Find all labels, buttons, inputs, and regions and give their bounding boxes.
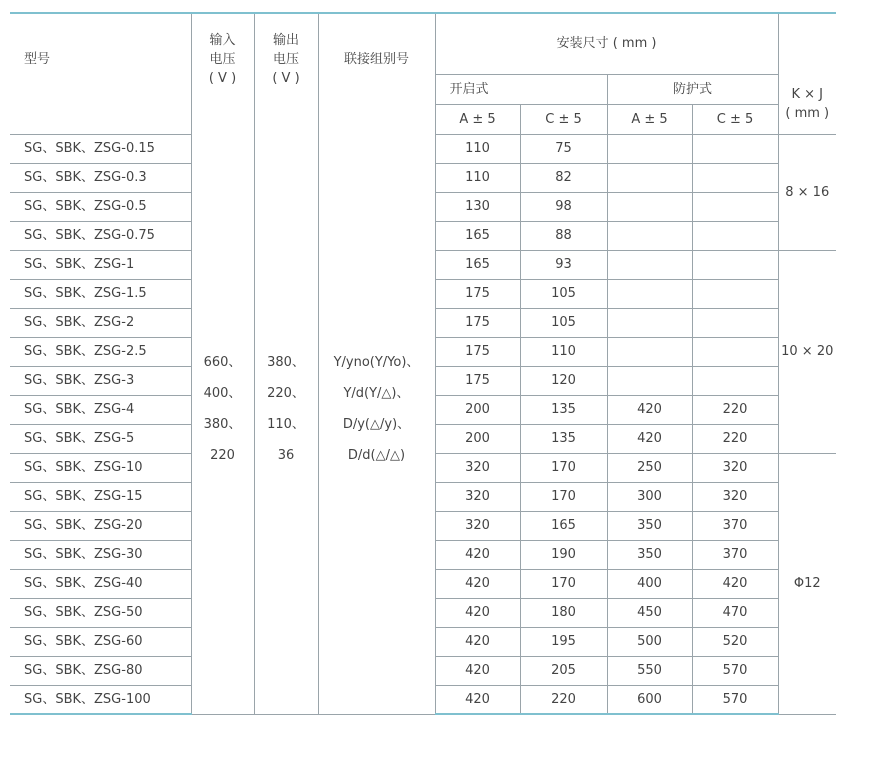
open-c-cell: 75 [520, 134, 607, 163]
input-voltage-value: 220 [210, 447, 235, 463]
header-protected-c: C ± 5 [692, 104, 778, 134]
protected-a-cell [607, 134, 692, 163]
protected-c-cell: 220 [692, 395, 778, 424]
model-cell: SG、SBK、ZSG-5 [10, 424, 191, 453]
open-a-cell: 320 [435, 482, 520, 511]
protected-a-cell: 400 [607, 569, 692, 598]
protected-a-cell: 350 [607, 511, 692, 540]
protected-c-cell: 370 [692, 540, 778, 569]
header-kj-spacer [778, 13, 836, 74]
open-a-cell: 420 [435, 656, 520, 685]
protected-a-cell [607, 192, 692, 221]
model-cell: SG、SBK、ZSG-0.75 [10, 221, 191, 250]
input-voltage-value: 660、 [203, 354, 242, 370]
protected-c-cell [692, 221, 778, 250]
open-c-cell: 170 [520, 569, 607, 598]
header-kj [778, 74, 836, 134]
output-voltage-value: 220、 [267, 385, 305, 401]
open-c-cell: 120 [520, 366, 607, 395]
open-a-cell: 420 [435, 685, 520, 714]
output-voltage-value: 36 [277, 447, 295, 463]
model-cell: SG、SBK、ZSG-40 [10, 569, 191, 598]
protected-c-cell [692, 134, 778, 163]
model-cell: SG、SBK、ZSG-20 [10, 511, 191, 540]
header-open-a: A ± 5 [435, 104, 520, 134]
open-a-cell: 175 [435, 337, 520, 366]
protected-c-cell [692, 250, 778, 279]
model-cell: SG、SBK、ZSG-0.3 [10, 163, 191, 192]
header-open-c: C ± 5 [520, 104, 607, 134]
protected-a-cell [607, 308, 692, 337]
protected-c-cell: 320 [692, 482, 778, 511]
model-cell: SG、SBK、ZSG-0.5 [10, 192, 191, 221]
protected-c-cell: 470 [692, 598, 778, 627]
open-a-cell: 420 [435, 627, 520, 656]
output-voltage-value: 380、 [267, 354, 305, 370]
header-kj-label: K × J [791, 86, 824, 102]
protected-c-cell: 570 [692, 685, 778, 714]
protected-a-cell [607, 221, 692, 250]
kj-cell-8x16: 8 × 16 [778, 134, 836, 250]
header-protected-type: 防护式 [607, 74, 778, 104]
open-a-cell: 420 [435, 540, 520, 569]
header-install-size: 安装尺寸 ( mm ) [435, 13, 778, 74]
header-output-voltage-line-2: 电压 [272, 51, 299, 67]
header-output-voltage-line-1: 输出 [272, 32, 299, 48]
open-c-cell: 105 [520, 308, 607, 337]
output-voltage-cell [254, 104, 318, 714]
open-c-cell: 220 [520, 685, 607, 714]
open-c-cell: 170 [520, 453, 607, 482]
protected-c-cell [692, 163, 778, 192]
open-c-cell: 190 [520, 540, 607, 569]
protected-a-cell [607, 163, 692, 192]
header-model-blank [10, 104, 191, 134]
open-c-cell: 82 [520, 163, 607, 192]
open-a-cell: 200 [435, 395, 520, 424]
protected-a-cell: 300 [607, 482, 692, 511]
open-c-cell: 195 [520, 627, 607, 656]
open-a-cell: 165 [435, 250, 520, 279]
spec-table [10, 12, 836, 715]
protected-c-cell: 370 [692, 511, 778, 540]
model-cell: SG、SBK、ZSG-10 [10, 453, 191, 482]
open-a-cell: 175 [435, 279, 520, 308]
open-a-cell: 165 [435, 221, 520, 250]
open-c-cell: 88 [520, 221, 607, 250]
header-kj-unit: ( mm ) [785, 105, 830, 121]
connection-group-value: D/y(△/y)、 [342, 416, 411, 432]
protected-a-cell: 420 [607, 424, 692, 453]
header-input-voltage-line-1: 输入 [209, 32, 236, 48]
model-cell: SG、SBK、ZSG-15 [10, 482, 191, 511]
protected-a-cell: 420 [607, 395, 692, 424]
open-a-cell: 130 [435, 192, 520, 221]
open-c-cell: 105 [520, 279, 607, 308]
header-connection-group: 联接组别号 [318, 13, 435, 104]
protected-a-cell: 350 [607, 540, 692, 569]
model-cell: SG、SBK、ZSG-30 [10, 540, 191, 569]
header-input-voltage [191, 13, 254, 104]
protected-c-cell [692, 308, 778, 337]
input-voltage-cell [191, 104, 254, 714]
open-a-cell: 200 [435, 424, 520, 453]
model-cell: SG、SBK、ZSG-60 [10, 627, 191, 656]
protected-c-cell [692, 279, 778, 308]
model-cell: SG、SBK、ZSG-100 [10, 685, 191, 714]
open-c-cell: 93 [520, 250, 607, 279]
input-voltage-value: 380、 [203, 416, 242, 432]
protected-c-cell [692, 192, 778, 221]
open-a-cell: 420 [435, 569, 520, 598]
protected-a-cell [607, 337, 692, 366]
header-output-voltage [254, 13, 318, 104]
model-cell: SG、SBK、ZSG-0.15 [10, 134, 191, 163]
header-output-voltage-unit: ( V ) [272, 70, 300, 86]
open-a-cell: 320 [435, 511, 520, 540]
connection-group-cell [318, 104, 435, 714]
protected-a-cell [607, 279, 692, 308]
protected-a-cell: 500 [607, 627, 692, 656]
protected-a-cell [607, 250, 692, 279]
output-voltage-value: 110、 [267, 416, 305, 432]
open-c-cell: 98 [520, 192, 607, 221]
protected-c-cell: 570 [692, 656, 778, 685]
model-cell: SG、SBK、ZSG-1.5 [10, 279, 191, 308]
header-input-voltage-unit: ( V ) [208, 70, 237, 86]
header-input-voltage-line-2: 电压 [209, 51, 236, 67]
connection-group-value: Y/yno(Y/Yo)、 [333, 354, 420, 370]
open-c-cell: 165 [520, 511, 607, 540]
connection-group-value: D/d(△/△) [347, 447, 406, 463]
header-open-type: 开启式 [435, 74, 607, 104]
protected-c-cell: 520 [692, 627, 778, 656]
open-c-cell: 110 [520, 337, 607, 366]
open-a-cell: 110 [435, 134, 520, 163]
model-cell: SG、SBK、ZSG-2 [10, 308, 191, 337]
open-a-cell: 175 [435, 308, 520, 337]
open-a-cell: 420 [435, 598, 520, 627]
model-cell: SG、SBK、ZSG-50 [10, 598, 191, 627]
header-model: 型号 [10, 13, 191, 104]
model-cell: SG、SBK、ZSG-80 [10, 656, 191, 685]
model-cell: SG、SBK、ZSG-1 [10, 250, 191, 279]
model-cell: SG、SBK、ZSG-2.5 [10, 337, 191, 366]
open-a-cell: 175 [435, 366, 520, 395]
open-c-cell: 205 [520, 656, 607, 685]
protected-c-cell: 320 [692, 453, 778, 482]
open-c-cell: 180 [520, 598, 607, 627]
open-c-cell: 135 [520, 395, 607, 424]
open-a-cell: 320 [435, 453, 520, 482]
open-c-cell: 135 [520, 424, 607, 453]
protected-a-cell: 250 [607, 453, 692, 482]
input-voltage-value: 400、 [203, 385, 242, 401]
open-a-cell: 110 [435, 163, 520, 192]
header-protected-a: A ± 5 [607, 104, 692, 134]
kj-cell-10x20: 10 × 20 [778, 250, 836, 453]
model-cell: SG、SBK、ZSG-3 [10, 366, 191, 395]
model-cell: SG、SBK、ZSG-4 [10, 395, 191, 424]
kj-cell-phi12: Φ12 [778, 453, 836, 714]
protected-c-cell: 420 [692, 569, 778, 598]
protected-c-cell [692, 366, 778, 395]
protected-a-cell: 600 [607, 685, 692, 714]
protected-c-cell: 220 [692, 424, 778, 453]
protected-a-cell: 450 [607, 598, 692, 627]
protected-a-cell: 550 [607, 656, 692, 685]
protected-a-cell [607, 366, 692, 395]
open-c-cell: 170 [520, 482, 607, 511]
connection-group-value: Y/d(Y/△)、 [343, 385, 410, 401]
protected-c-cell [692, 337, 778, 366]
